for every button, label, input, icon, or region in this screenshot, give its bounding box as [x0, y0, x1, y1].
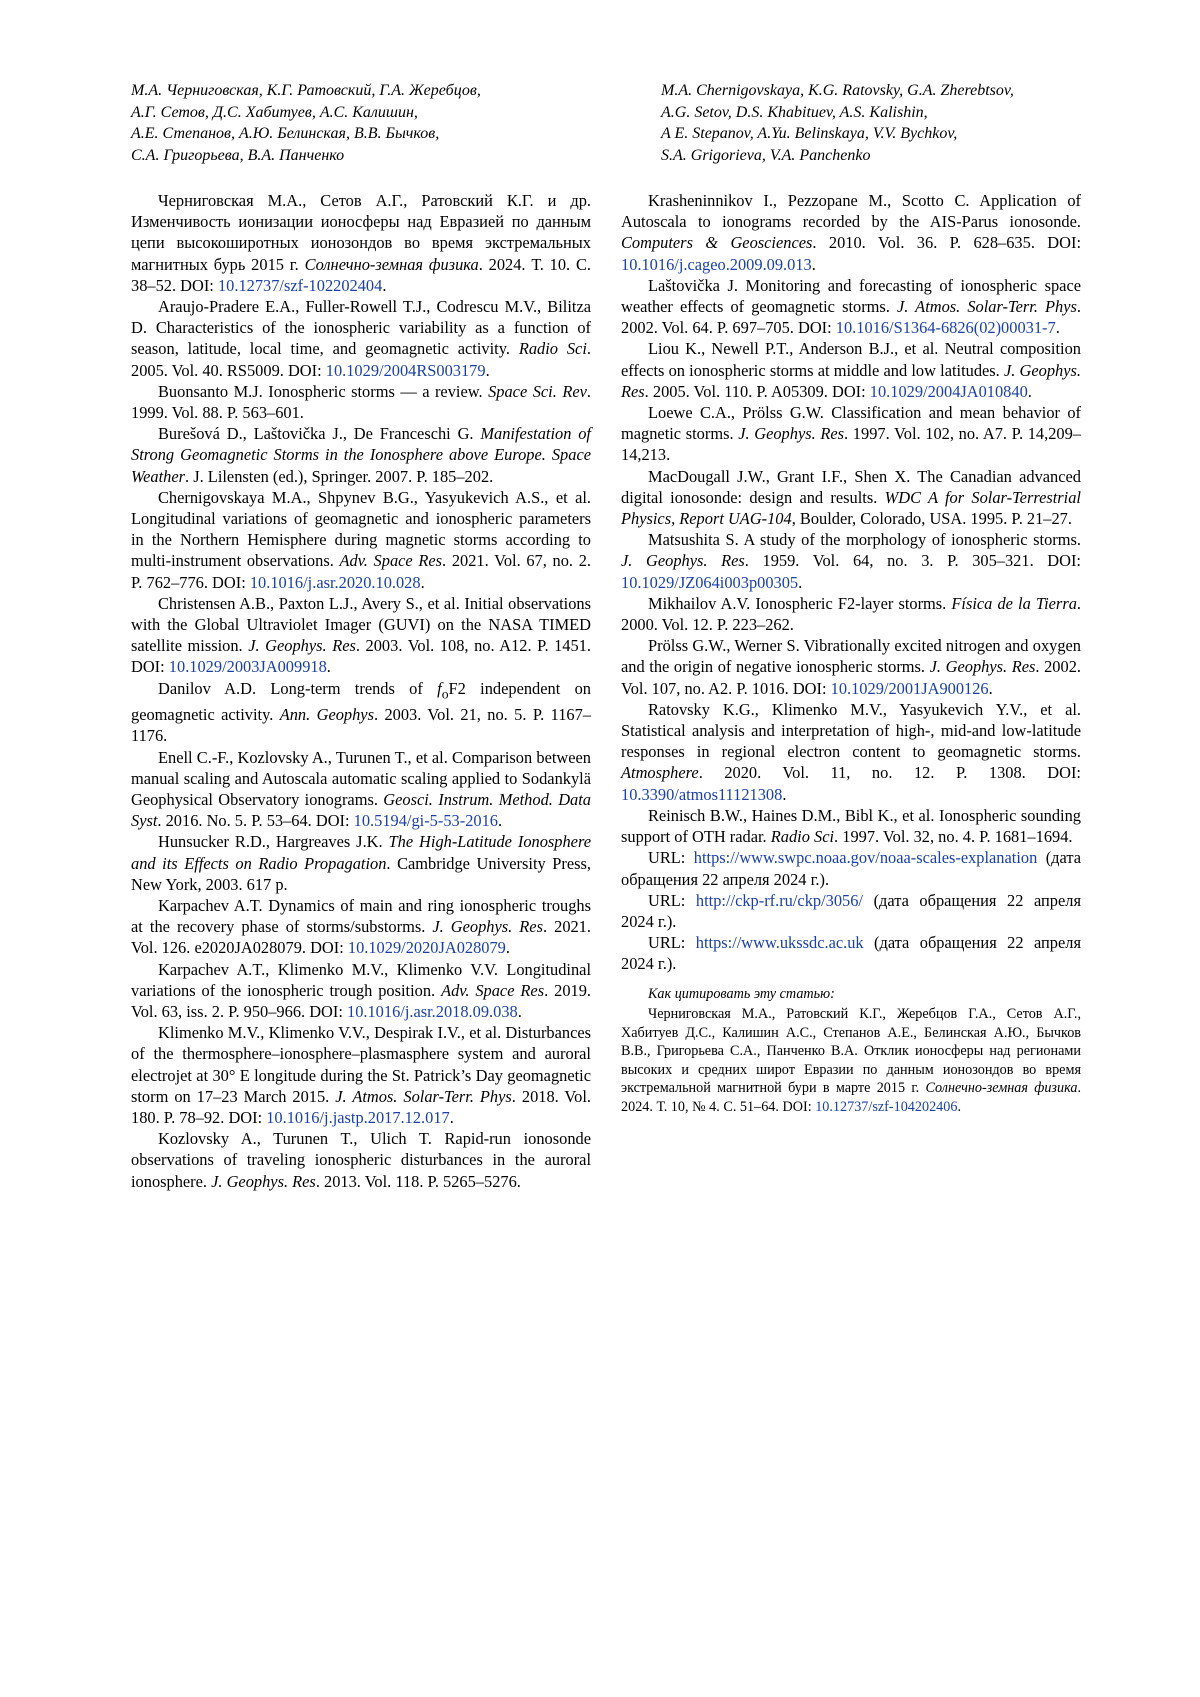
reference-text: Enell C.-F., Kozlovsky A., Turunen T., et al. Comparison between manual scaling and Autoscala automatic scaling applied to Sodankylä Geophysical Observatory ionograms. [131, 747, 591, 809]
reference-text: . 2016. No. 5. P. 53–64. DOI: [157, 811, 354, 831]
reference-text: . [449, 1108, 454, 1128]
author-line: M.A. Chernigovskaya, K.G. Ratovsky, G.A. Zherebtsov, [661, 82, 1014, 99]
reference-text: . [517, 1002, 522, 1021]
author-line: А.Г. Сетов, Д.С. Хабитуев, А.С. Калишин, [131, 103, 418, 121]
journal-title: Atmosphere [621, 763, 699, 783]
reference-entry [131, 831, 591, 895]
reference-text: . [957, 1099, 961, 1116]
author-line: A E. Stepanov, A.Yu. Belinskaya, V.V. Bychkov, [661, 125, 958, 142]
reference-text: . [420, 572, 425, 592]
reference-text: . 2021. Vol. 67, no. 2. P. 762–776. DOI: [131, 551, 591, 592]
reference-text: . 2010. Vol. 36. P. 628–635. DOI: [812, 233, 1081, 253]
reference-text: . 2003. Vol. 108, no. A12. P. 1451. DOI: [131, 636, 591, 677]
author-line: S.A. Grigorieva, V.A. Panchenko [661, 146, 871, 164]
journal-title: Geosci. Instrum. Method. Data Syst [131, 789, 591, 831]
reference-text: Karpachev A.T., Klimenko M.V., Klimenko V.V. Longitudinal variations of the ionospheric trough position. [131, 959, 591, 1000]
reference-text: F2 independent on geomagnetic activity. [131, 678, 591, 725]
reference-text: . 1997. Vol. 32, no. 4. P. 1681–1694. [834, 827, 1073, 847]
reference-text: . 2003. Vol. 21, no. 5. P. 1167–1176. [131, 705, 592, 746]
doi-link[interactable]: 10.1029/2004JA010840 [869, 381, 1028, 401]
reference-entry [621, 402, 1081, 466]
journal-title: J. Atmos. Solar-Terr. Phys [897, 297, 1077, 317]
reference-text: . 2018. Vol. 180. P. 78–92. DOI: [131, 1086, 592, 1128]
reference-text: Liou K., Newell P.T., Anderson B.J., et al. Neutral composition effects on ionospheric storms at middle and low latitudes. [621, 339, 1081, 380]
authors-header-english [661, 80, 1014, 166]
reference-text: . 2021. Vol. 126. e2020JA028079. DOI: [131, 917, 592, 958]
reference-entry [621, 190, 1081, 275]
reference-entry [621, 275, 1081, 339]
reference-entry [621, 635, 1081, 699]
reference-text: Buonsanto M.J. Ionospheric storms — a review. [158, 381, 489, 401]
authors-header-russian [131, 80, 481, 166]
reference-text: Matsushita S. A study of the morphology of ionospheric storms. [648, 530, 1081, 550]
reference-text: . 2024. Т. 10. С. 38–52. DOI: [131, 254, 591, 295]
doi-link[interactable]: 10.12737/szf-102202404 [217, 275, 383, 295]
reference-text: . 1999. Vol. 88. P. 563–601. [131, 381, 591, 423]
reference-text: Danilov A.D. Long-term trends of [158, 678, 438, 698]
journal-title: Солнечно-земная физика [925, 1080, 1078, 1097]
journal-title: Adv. Space Res [441, 980, 545, 1000]
reference-text: . [505, 938, 510, 958]
references-column-left [131, 190, 591, 1192]
reference-text: . [326, 657, 331, 677]
reference-entry [621, 847, 1081, 889]
journal-title: Física de la Tierra [951, 593, 1077, 613]
doi-link[interactable]: 10.1016/S1364-6826(02)00031-7 [835, 318, 1056, 338]
journal-title: Space Sci. Rev [488, 381, 587, 401]
doi-link[interactable]: 10.1016/j.jastp.2017.12.017 [266, 1108, 450, 1128]
reference-text: . 2024. Т. 10, № 4. С. 51–64. DOI: [621, 1080, 1081, 1116]
reference-entry [131, 423, 591, 487]
doi-link[interactable]: http://ckp-rf.ru/ckp/3056/ [695, 890, 863, 910]
reference-text: MacDougall J.W., Grant I.F., Shen X. The Canadian advanced digital ionosonde: design and results. [621, 466, 1081, 507]
reference-text: . [811, 254, 816, 274]
citation-title: Как цитировать эту статью: [648, 985, 835, 1002]
journal-title: Radio Sci [770, 827, 835, 847]
reference-entry [131, 747, 591, 832]
doi-link[interactable]: 10.12737/szf-104202406 [815, 1099, 958, 1116]
author-line: М.А. Черниговская, К.Г. Ратовский, Г.А. Жеребцов, [131, 82, 481, 99]
reference-text: . 2000. Vol. 12. P. 223–262. [621, 593, 1081, 635]
reference-text: URL: [648, 848, 694, 868]
author-line: А.Е. Степанов, А.Ю. Белинская, В.В. Бычков, [131, 125, 440, 142]
journal-title: J. Geophys. Res [929, 657, 1036, 677]
journal-title: J. Geophys. Res [248, 636, 356, 656]
reference-text: Черниговская М.А., Сетов А.Г., Ратовский К.Г. и др. Изменчивость ионизации ионосферы над Евразией по данным цепи высокоширотных ионозондов во время экстремальных магнитных бурь 2015 г. [131, 191, 591, 274]
journal-title: Ann. Geophys [279, 705, 374, 725]
reference-text: Araujo-Pradere E.A., Fuller-Rowell T.J., Codrescu M.V., Bilitza D. Characteristics of the ionospheric variability as a function of season, latitude, local time, and geomagnetic activity. [131, 297, 591, 359]
reference-entry [621, 593, 1081, 635]
journal-title: J. Geophys. Res [621, 360, 1081, 401]
reference-text: Loewe C.A., Prölss G.W. Classification and mean behavior of magnetic storms. [621, 403, 1081, 444]
reference-text: . Cambridge University Press, New York, 2003. 617 p. [131, 853, 591, 894]
reference-entry [621, 466, 1081, 530]
reference-entry [621, 932, 1081, 974]
reference-text: Christensen A.B., Paxton L.J., Avery S., et al. Initial observations with the Global Ultraviolet Imager (GUVI) on the NASA TIMED satellite mission. [131, 593, 591, 656]
doi-link[interactable]: 10.1016/j.asr.2020.10.028 [249, 572, 421, 592]
subscript: o [441, 685, 449, 701]
journal-title: Computers & Geosciences [621, 233, 813, 253]
reference-text: . [782, 784, 787, 804]
journal-title: J. Geophys. Res [738, 424, 845, 444]
reference-text: . [382, 275, 387, 295]
reference-text: (дата обращения 22 апреля 2024 г.). [621, 933, 1081, 974]
doi-link[interactable]: 10.1029/2004RS003179 [325, 360, 486, 380]
reference-text: , Boulder, Colorado, USA. 1995. P. 21–27. [791, 509, 1072, 529]
journal-title: Солнечно-земная физика [304, 254, 479, 274]
reference-text: Burešová D., Laštovička J., De Franceschi G. [158, 424, 481, 444]
reference-text: Reinisch B.W., Haines D.M., Bibl K., et al. Ionospheric sounding support of OTH radar. [621, 805, 1081, 847]
reference-text: Hunsucker R.D., Hargreaves J.K. [158, 832, 389, 852]
reference-text: . 2002. Vol. 64. P. 697–705. DOI: [621, 297, 1082, 338]
reference-text: Prölss G.W., Werner S. Vibrationally excited nitrogen and oxygen and the origin of negative ionospheric storms. [621, 636, 1081, 677]
reference-text: . [497, 811, 503, 831]
journal-title: J. Atmos. Solar-Terr. Phys [335, 1086, 512, 1106]
journal-title: J. Geophys. Res [432, 917, 543, 937]
doi-link[interactable]: 10.1016/j.asr.2018.09.038 [347, 1002, 518, 1021]
reference-text: Klimenko M.V., Klimenko V.V., Despirak I.V., et al. Disturbances of the thermosphere–ionosphere–plasmasphere system and auroral electrojet at 30° E longitude during the St. Patrick’s Day geomagnetic storm on 17–23 March 2015. [131, 1023, 591, 1106]
reference-text: . J. Lilensten (ed.), Springer. 2007. P. 185–202. [185, 466, 494, 486]
reference-entry [131, 296, 591, 381]
reference-text: URL: [648, 890, 696, 910]
reference-entry [621, 890, 1081, 932]
journal-title: WDC A for Solar-Terrestrial Physics, Report UAG-104 [621, 487, 1081, 529]
reference-text: . [1027, 381, 1032, 401]
reference-text: URL: [648, 933, 696, 953]
reference-entry [131, 678, 591, 747]
doi-link[interactable]: 10.5194/gi-5-53-2016 [353, 811, 498, 831]
journal-title: Manifestation of Strong Geomagnetic Storms in the Ionosphere above Europe. Space Weather [131, 424, 591, 486]
reference-entry [131, 593, 591, 678]
reference-text: . 2005. Vol. 40. RS5009. DOI: [131, 339, 591, 380]
reference-text: Karpachev A.T. Dynamics of main and ring ionospheric troughs at the recovery phase of storms/substorms. [131, 895, 591, 937]
reference-text: . [485, 360, 490, 380]
doi-link[interactable]: https://www.ukssdc.ac.uk [695, 933, 864, 953]
reference-text: Черниговская М.А., Ратовский К.Г., Жеребцов Г.А., Сетов А.Г., Хабитуев Д.С., Калишин А.С., Степанов А.Е., Белинская А.Ю., Бычков В.В., Григорьева С.А., Панченко В.А. Отклик ионосферы над регионами высоких и средних широт Евразии по данным ионозондов во время экстремальной магнитной бури в марте 2015 г. [621, 1006, 1081, 1097]
doi-link[interactable]: https://www.swpc.noaa.gov/noaa-scales-explanation [693, 848, 1038, 868]
reference-entry [621, 699, 1081, 805]
journal-title: J. Geophys. Res [211, 1171, 316, 1191]
reference-entry [131, 1128, 591, 1192]
reference-entry [131, 381, 591, 423]
reference-text: Kozlovsky A., Turunen T., Ulich T. Rapid-run ionosonde observations of traveling ionospheric disturbances in the auroral ionosphere. [131, 1129, 591, 1191]
reference-text: (дата обращения 22 апреля 2024 г.). [621, 848, 1082, 889]
citation-text [621, 1005, 1081, 1117]
reference-text: (дата обращения 22 апреля 2024 г.). [621, 890, 1081, 931]
doi-link[interactable]: 10.1016/j.cageo.2009.09.013 [621, 254, 812, 274]
reference-text: Chernigovskaya M.A., Shpynev B.G., Yasyukevich A.S., et al. Longitudinal variations of geomagnetic and ionospheric parameters in the Northern Hemisphere during magnetic storms according to multi-instrument observations. [131, 487, 591, 571]
citation-block [621, 985, 1081, 1117]
journal-title: Adv. Space Res [339, 551, 443, 571]
author-line: A.G. Setov, D.S. Khabituev, A.S. Kalishin, [661, 103, 928, 121]
reference-entry [131, 190, 591, 296]
reference-text: Ratovsky K.G., Klimenko M.V., Yasyukevich Y.V., et al. Statistical analysis and interpretation of high-, mid-and low-latitude responses in regional electron content to geomagnetic storms. [621, 699, 1081, 762]
journal-title: Radio Sci [518, 339, 587, 359]
reference-entry [131, 487, 591, 593]
doi-link[interactable]: 10.1029/2020JA028079 [347, 938, 506, 958]
reference-text: . 2019. Vol. 63, iss. 2. P. 950–966. DOI: [131, 980, 591, 1021]
reference-entry [131, 1022, 591, 1128]
doi-link[interactable]: 10.1029/2003JA009918 [168, 657, 327, 677]
reference-text: Laštovička J. Monitoring and forecasting of ionospheric space weather effects of geomagnetic storms. [621, 275, 1081, 317]
reference-text: . 1997. Vol. 102, no. A7. P. 14,209–14,213. [621, 424, 1081, 465]
reference-text: . 2002. Vol. 107, no. A2. P. 1016. DOI: [621, 657, 1081, 698]
reference-text: . 2020. Vol. 11, no. 12. P. 1308. DOI: [698, 763, 1081, 783]
reference-text: . [988, 678, 993, 698]
journal-title: The High-Latitude Ionosphere and its Effects on Radio Propagation [131, 832, 591, 873]
reference-text: . [798, 572, 803, 592]
reference-entry [621, 805, 1081, 847]
references-list-right [621, 190, 1081, 975]
journal-title: J. Geophys. Res [621, 551, 745, 571]
doi-link[interactable]: 10.1029/JZ064i003p00305 [621, 572, 799, 592]
reference-entry [621, 529, 1081, 593]
author-line: С.А. Григорьева, В.А. Панченко [131, 146, 345, 164]
reference-text: Mikhailov A.V. Ionospheric F2-layer storms. [648, 593, 952, 613]
reference-text: . 1959. Vol. 64, no. 3. P. 305–321. DOI: [744, 551, 1081, 571]
journal-title: f [437, 678, 442, 698]
doi-link[interactable]: 10.3390/atmos11121308 [621, 784, 783, 804]
reference-text: . [1055, 318, 1060, 338]
reference-text: . 2013. Vol. 118. P. 5265–5276. [315, 1171, 521, 1191]
reference-entry [621, 338, 1081, 402]
doi-link[interactable]: 10.1029/2001JA900126 [830, 678, 989, 698]
reference-text: Krasheninnikov I., Pezzopane M., Scotto C. Application of Autoscala to ionograms recorded by the AIS-Parus ionosonde. [621, 191, 1081, 232]
reference-text: . 2005. Vol. 110. P. A05309. DOI: [644, 381, 870, 401]
reference-entry [131, 895, 591, 959]
references-column-right [621, 190, 1081, 1117]
reference-entry [131, 959, 591, 1023]
